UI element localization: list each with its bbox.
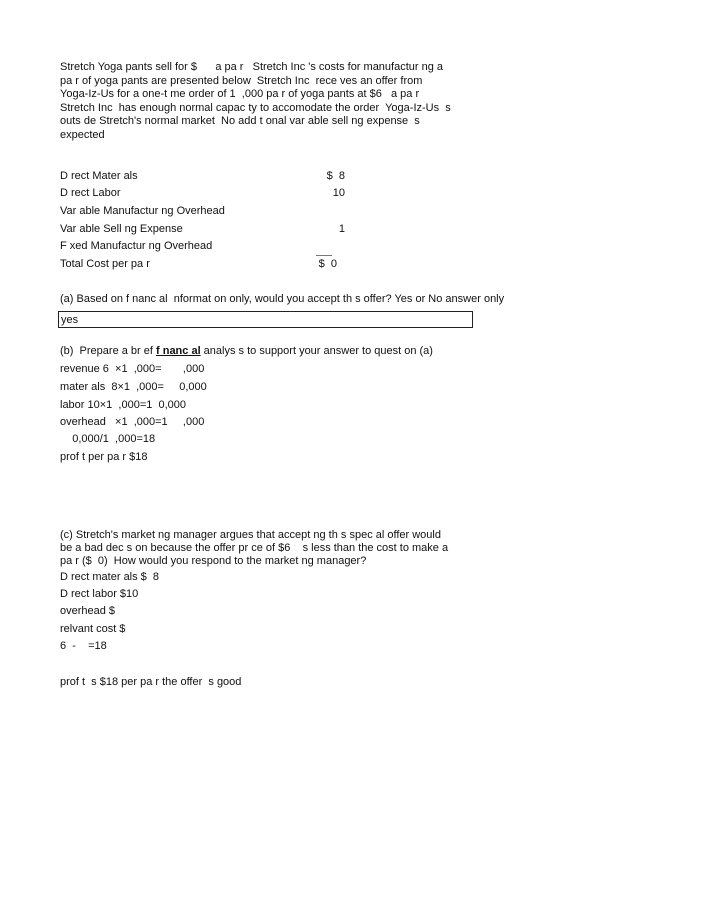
cost-label-variable-overhead: Var able Manufactur ng Overhead: [60, 205, 225, 217]
intro-line: Stretch Inc has enough normal capac ty to accomodate the order Yoga-Iz-Us s: [60, 101, 451, 114]
intro-line: outs de Stretch's normal market No add t onal var able sell ng expense s: [60, 115, 420, 127]
analysis-line-revenue: revenue 6 ×1 ,000= ,000: [60, 363, 205, 375]
response-line-materials: D rect mater als $ 8: [60, 571, 160, 583]
analysis-line-labor: labor 10×1 ,000=1 0,000: [60, 399, 186, 411]
analysis-line-per-unit: 0,000/1 ,000=18: [60, 433, 156, 445]
question-c-prompt: [60, 529, 448, 568]
intro-line: Yoga-Iz-Us for a one-t me order of 1 ,000 pa r of yoga pants at $6 a pa r: [60, 88, 420, 100]
question-c-prompt-line: be a bad dec s on because the offer pr ce of $6 s less than the cost to make a: [60, 542, 449, 554]
question-c-prompt-line: (c) Stretch's market ng manager argues that accept ng th s spec al offer would: [60, 529, 441, 541]
cost-amount-direct-labor: 10: [332, 187, 345, 199]
intro-line: expected: [60, 128, 105, 141]
cost-label-direct-labor: D rect Labor: [60, 187, 121, 199]
cost-label-direct-materials: D rect Mater als: [60, 170, 138, 182]
question-b-prompt-bold: f nanc al: [156, 345, 201, 357]
response-line-difference: 6 - =18: [60, 640, 107, 652]
question-c-prompt-line: pa r ($ 0) How would you respond to the market ng manager?: [60, 555, 367, 567]
cost-label-fixed-overhead: F xed Manufactur ng Overhead: [60, 240, 213, 252]
question-b-prompt-post: analys s to support your answer to quest on (a): [200, 345, 433, 357]
response-line-overhead: overhead $: [60, 605, 116, 617]
cost-amount-total: $ 0: [318, 258, 337, 270]
cost-amount-direct-materials: $ 8: [326, 170, 345, 182]
total-underline: [316, 255, 332, 256]
response-conclusion: prof t s $18 per pa r the offer s good: [60, 676, 242, 688]
response-line-relevant-cost: relvant cost $: [60, 623, 126, 635]
analysis-line-profit: prof t per pa r $18: [60, 451, 148, 463]
cost-amount-variable-selling: 1: [338, 223, 345, 235]
intro-line: Stretch Yoga pants sell for $ a pa r Stretch Inc 's costs for manufactur ng a: [60, 61, 444, 73]
response-line-labor: D rect labor $10: [60, 588, 139, 600]
cost-label-variable-selling: Var able Sell ng Expense: [60, 223, 183, 235]
intro-paragraph: [60, 61, 490, 142]
analysis-line-overhead: overhead ×1 ,000=1 ,000: [60, 416, 205, 428]
cost-label-total: Total Cost per pa r: [60, 258, 150, 270]
question-b-prompt-pre: (b) Prepare a br ef: [60, 345, 156, 357]
question-a-prompt: (a) Based on f nanc al nformat on only, would you accept th s offer? Yes or No answer only: [60, 293, 505, 305]
analysis-line-materials: mater als 8×1 ,000= 0,000: [60, 381, 207, 393]
question-b-prompt: [60, 346, 433, 357]
question-a-answer-field[interactable]: [58, 311, 473, 328]
intro-line: pa r of yoga pants are presented below Stretch Inc rece ves an offer from: [60, 74, 423, 87]
